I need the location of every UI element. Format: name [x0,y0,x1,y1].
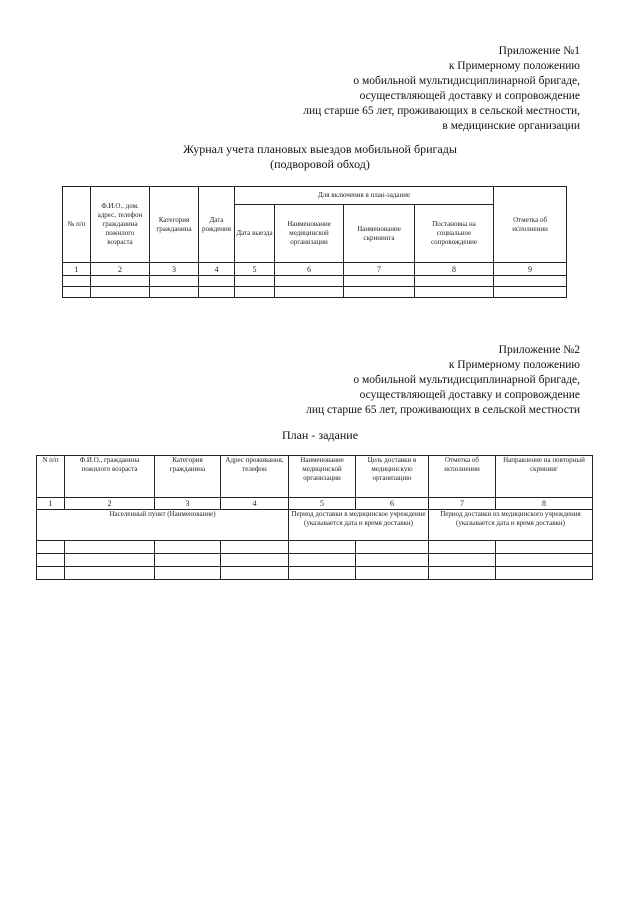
table-row [63,276,567,287]
appendix1-header-line: к Примерному положению [448,60,580,72]
plan-table [36,455,593,580]
col-header-rescreening: Направление на повторный скрининг [496,456,593,498]
col-number: 3 [155,498,221,510]
table-row [37,541,593,554]
col-header-escort: Постановка на социальное сопровождение [415,205,494,263]
col-number: 9 [494,263,567,276]
appendix2-header-line: о мобильной мультидисциплинарной бригаде, [353,374,580,386]
period-to-cell: Период доставки в медицинское учреждение (указывается дата и время доставки) [289,510,429,541]
appendix2-header-line: Приложение №2 [498,344,580,356]
col-header-trip: Дата выезда [235,205,275,263]
col-header-org: Наименование медицинской организации [289,456,356,498]
appendix1-header-line: о мобильной мультидисциплинарной бригаде, [353,75,580,87]
col-number: 2 [65,498,155,510]
settlement-cell: Населенный пункт (Наименование) [37,510,289,541]
col-number: 1 [63,263,91,276]
table-row [37,554,593,567]
col-number: 3 [150,263,199,276]
col-header-org: Наименование медицинской организации [275,205,344,263]
appendix2-header-line: лиц старше 65 лет, проживающих в сельской местности [306,404,580,416]
col-number: 6 [275,263,344,276]
period-from-cell: Период доставки из медицинского учреждения (указывается дата и время доставки) [429,510,593,541]
col-header-address: Адрес проживания, телефон [221,456,289,498]
appendix1-title-line: Журнал учета плановых выездов мобильной бригады [183,142,457,156]
col-header-group: Для включения в план-задание [235,187,494,205]
appendix1-header-line: лиц старше 65 лет, проживающих в сельской местности, [303,105,580,117]
appendix2-header [306,343,580,418]
table-row [37,567,593,580]
appendix1-header [303,44,580,134]
col-header-screening: Наименование скрининга [344,205,415,263]
col-number: 5 [289,498,356,510]
appendix1-header-line: Приложение №1 [498,45,580,57]
col-number: 1 [37,498,65,510]
col-header-birth: Дата рождения [199,187,235,263]
col-number: 4 [199,263,235,276]
col-number: 7 [429,498,496,510]
col-number: 8 [496,498,593,510]
table-row [63,287,567,298]
col-header-fio: Ф.И.О., гражданина пожилого возраста [65,456,155,498]
col-header-category: Категория гражданина [155,456,221,498]
col-header-fio: Ф.И.О., дом. адрес, телефон гражданина пожилого возраста [91,187,150,263]
col-number: 7 [344,263,415,276]
col-number: 6 [356,498,429,510]
col-number: 2 [91,263,150,276]
col-number: 5 [235,263,275,276]
col-header-mark: Отметка об исполнении [429,456,496,498]
appendix2-header-line: к Примерному положению [448,359,580,371]
appendix2-header-line: осуществляющей доставку и сопровождение [359,389,580,401]
appendix1-header-line: осуществляющей доставку и сопровождение [359,90,580,102]
appendix2-title: План - задание [281,428,359,442]
col-header-category: Категория гражданина [150,187,199,263]
col-header-mark: Отметка об исполнении [494,187,567,263]
col-number: 4 [221,498,289,510]
appendix1-title [0,142,640,172]
col-header-num: N п/п [37,456,65,498]
col-header-num: № п/п [63,187,91,263]
col-header-purpose: Цель доставки в медицинскую организацию [356,456,429,498]
appendix1-header-line: в медицинские организации [442,120,580,132]
journal-table [62,186,567,298]
col-number: 8 [415,263,494,276]
appendix1-title-line: (подворовой обход) [270,157,370,171]
